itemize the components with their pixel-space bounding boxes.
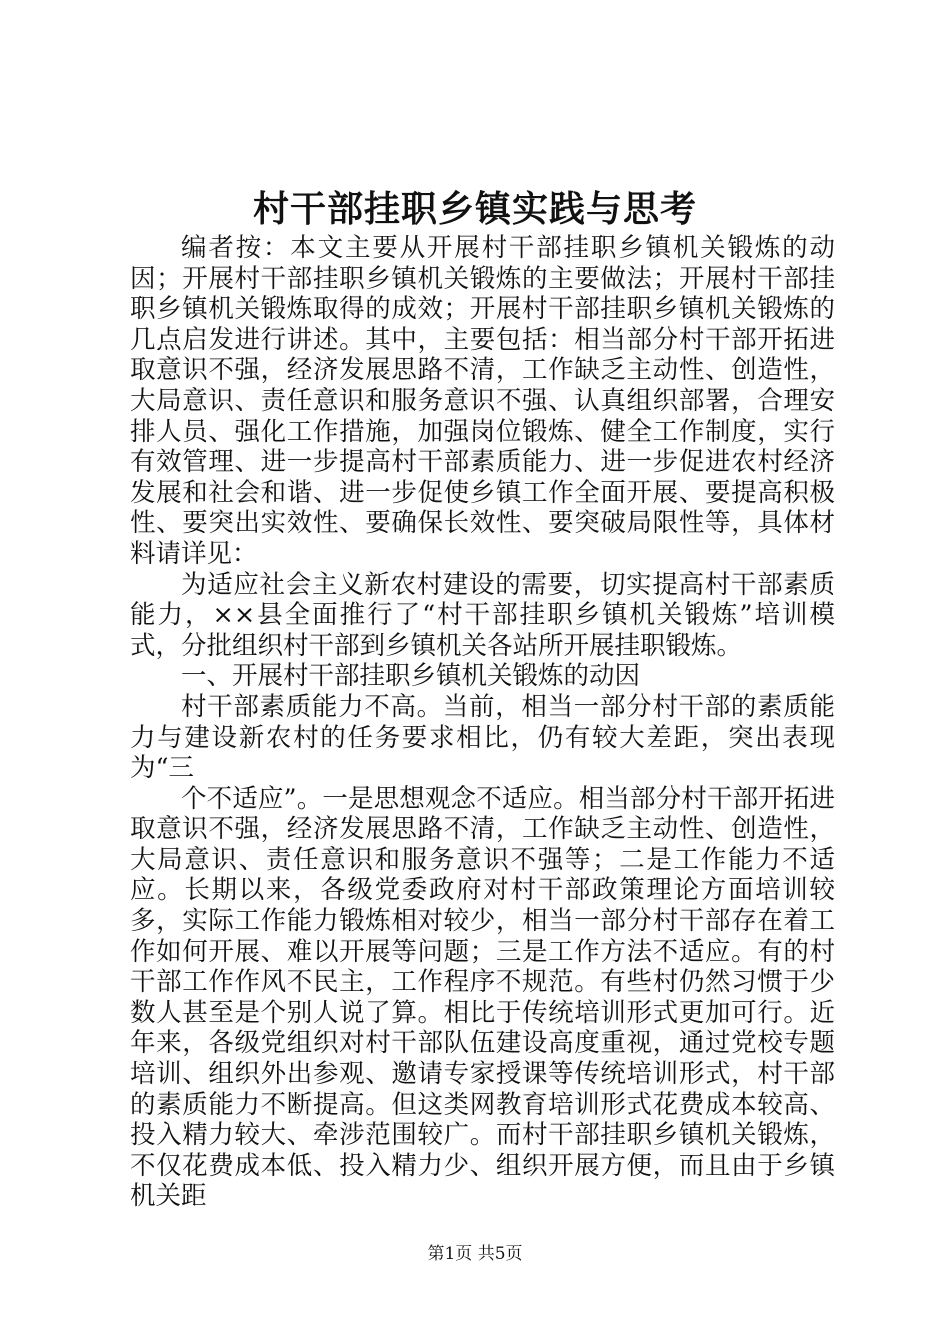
document-body	[130, 233, 835, 1212]
body-paragraph: 村干部素质能力不高。当前，相当一部分村干部的素质能力与建设新农村的任务要求相比，仍有较大差距，突出表现为“三	[130, 691, 835, 784]
editor-note-paragraph: 编者按：本文主要从开展村干部挂职乡镇机关锻炼的动因；开展村干部挂职乡镇机关锻炼的主要做法；开展村干部挂职乡镇机关锻炼取得的成效；开展村干部挂职乡镇机关锻炼的几点启发进行讲述。其中，主要包括：相当部分村干部开拓进取意识不强，经济发展思路不清，工作缺乏主动性、创造性，大局意识、责任意识和服务意识不强、认真组织部署，合理安排人员、强化工作措施，加强岗位锻炼、健全工作制度，实行有效管理、进一步提高村干部素质能力、进一步促进农村经济发展和社会和谐、进一步促使乡镇工作全面开展、要提高积极性、要突出实效性、要确保长效性、要突破局限性等，具体材料请详见：	[130, 233, 835, 569]
document-title: 村干部挂职乡镇实践与思考	[252, 188, 697, 230]
body-paragraph: 个不适应”。一是思想观念不适应。相当部分村干部开拓进取意识不强，经济发展思路不清，工作缺乏主动性、创造性，大局意识、责任意识和服务意识不强等；二是工作能力不适应。长期以来，各级党委政府对村干部政策理论方面培训较多，实际工作能力锻炼相对较少，相当一部分村干部存在着工作如何开展、难以开展等问题；三是工作方法不适应。有的村干部工作作风不民主，工作程序不规范。有些村仍然习惯于少数人甚至是个别人说了算。相比于传统培训形式更加可行。近年来，各级党组织对村干部队伍建设高度重视，通过党校专题培训、组织外出参观、邀请专家授课等传统培训形式，村干部的素质能力不断提高。但这类网教育培训形式花费成本较高、投入精力较大、牵涉范围较广。而村干部挂职乡镇机关锻炼，不仅花费成本低、投入精力少、组织开展方便，而且由于乡镇机关距	[130, 783, 835, 1212]
intro-paragraph: 为适应社会主义新农村建设的需要，切实提高村干部素质能力，××县全面推行了“村干部挂职乡镇机关锻炼”培训模式，分批组织村干部到乡镇机关各站所开展挂职锻炼。	[130, 569, 835, 661]
page-footer: 第1页 共5页	[427, 1244, 523, 1264]
section-heading: 一、开展村干部挂职乡镇机关锻炼的动因	[181, 661, 641, 692]
